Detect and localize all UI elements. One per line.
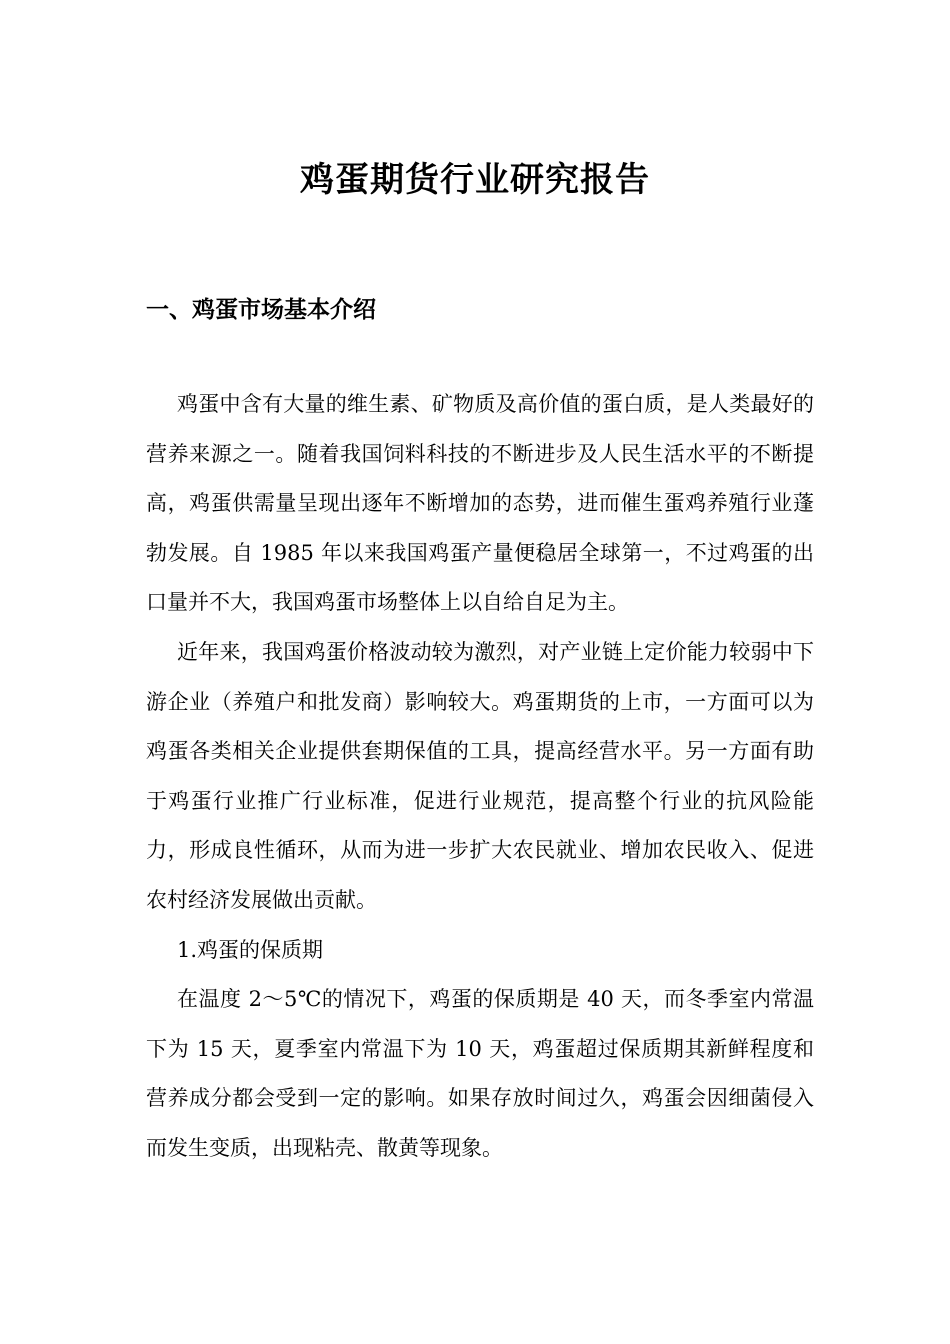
paragraph-futures: 近年来，我国鸡蛋价格波动较为激烈，对产业链上定价能力较弱中下游企业（养殖户和批发商）影响较大。鸡蛋期货的上市，一方面可以为鸡蛋各类相关企业提供套期保值的工具，提高经营水平。另一方面有助于鸡蛋行业推广行业标准，促进行业规范，提高整个行业的抗风险能力，形成良性循环，从而为进一步扩大农民就业、增加农民收入、促进农村经济发展做出贡献。 <box>146 639 814 912</box>
paragraph-shelf-life: 在温度 2～5℃的情况下，鸡蛋的保质期是 40 天，而冬季室内常温下为 15 天，夏季室内常温下为 10 天，鸡蛋超过保质期其新鲜程度和营养成分都会受到一定的影响。如果存放时间过久，鸡蛋会因细菌侵入而发生变质，出现粘壳、散黄等现象。 <box>146 987 814 1160</box>
paragraph-intro: 鸡蛋中含有大量的维生素、矿物质及高价值的蛋白质，是人类最好的营养来源之一。随着我国饲料科技的不断进步及人民生活水平的不断提高，鸡蛋供需量呈现出逐年不断增加的态势，进而催生蛋鸡养殖行业蓬勃发展。自 1985 年以来我国鸡蛋产量便稳居全球第一，不过鸡蛋的出口量并不大，我国鸡蛋市场整体上以自给自足为主。 <box>146 392 814 615</box>
section-heading: 一、鸡蛋市场基本介绍 <box>146 296 376 323</box>
section-body <box>146 380 814 1174</box>
document-title: 鸡蛋期货行业研究报告 <box>300 160 650 200</box>
subsection-heading: 1.鸡蛋的保质期 <box>177 937 324 962</box>
